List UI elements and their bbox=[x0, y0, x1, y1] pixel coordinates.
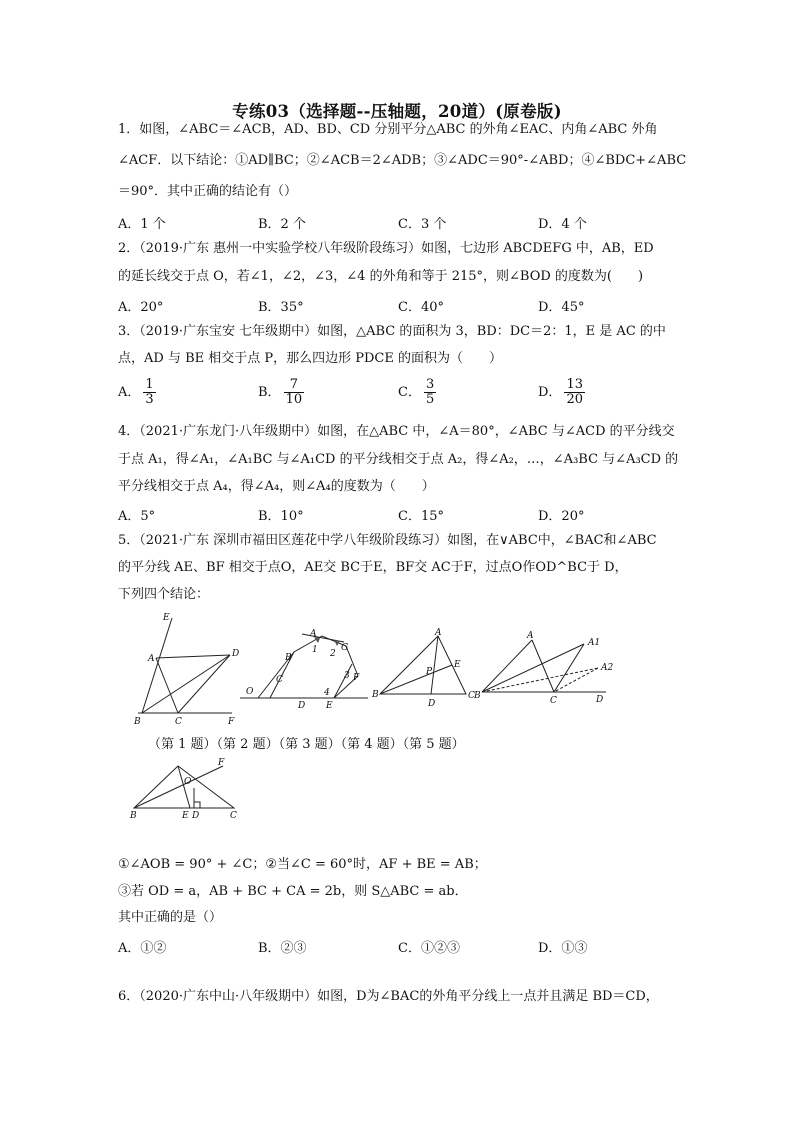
q5-line-3: 下列四个结论： bbox=[118, 587, 210, 602]
q5-line-1: 5．（2021·广东 深圳市福田区莲花中学八年级阶段练习）如图，在∨ABC中，∠BAC和∠ABC bbox=[118, 533, 657, 548]
q3-option-a-fraction bbox=[143, 378, 155, 407]
q1-options bbox=[118, 213, 678, 233]
fraction-denominator: 5 bbox=[425, 392, 435, 407]
fig3-label-p: P bbox=[426, 667, 433, 677]
q4-option-a: A．5° bbox=[118, 509, 156, 524]
q5-conclusion-3: 其中正确的是（） bbox=[118, 910, 223, 925]
fig1-label-d: D bbox=[232, 649, 240, 659]
q4-line-3: 平分线相交于点 A₄，得∠A₄，则∠A₄的度数为（ ） bbox=[118, 479, 435, 494]
fig5-label-b: B bbox=[130, 811, 137, 821]
q2-options bbox=[118, 296, 678, 316]
q1-option-d: D．4 个 bbox=[538, 217, 587, 232]
q1-option-c: C．3 个 bbox=[398, 217, 447, 232]
q1-option-a: A．1 个 bbox=[118, 217, 166, 232]
fraction-denominator: 3 bbox=[145, 392, 154, 407]
fig2-label-e: E bbox=[326, 701, 333, 711]
q2-line-2: 的延长线交于点 O，若∠1，∠2，∠3，∠4 的外角和等于 215°，则∠BOD 的度数为( ) bbox=[118, 269, 644, 284]
fig1-label-c: C bbox=[175, 717, 182, 727]
q4-option-b: B．10° bbox=[258, 509, 304, 524]
fraction-numerator: 1 bbox=[145, 377, 154, 392]
fig3-label-d: D bbox=[428, 699, 436, 709]
q3-line-2: 点，AD 与 BE 相交于点 P，那么四边形 PDCE 的面积为（ ） bbox=[118, 351, 503, 366]
q4-option-d: D．20° bbox=[538, 509, 585, 524]
fig4-label-a1: A1 bbox=[588, 638, 601, 648]
fig2-label-c: C bbox=[276, 675, 283, 685]
fraction-denominator: 10 bbox=[285, 392, 303, 407]
fig3-label-a: A bbox=[435, 628, 442, 638]
q5-conclusion-2: ③若 OD = a，AB + BC + CA = 2b，则 S△ABC = ab． bbox=[118, 884, 468, 899]
fig4-label-b: B bbox=[474, 691, 481, 701]
q5-option-d: D．①③ bbox=[538, 941, 588, 956]
q2-line-1: 2．（2019·广东 惠州一中实验学校八年级阶段练习）如图，七边形 ABCDEFG 中，AB，ED bbox=[118, 241, 654, 256]
q5-option-a: A．①② bbox=[118, 941, 167, 956]
q1-line-1: 1．如图，∠ABC＝∠ACB，AD、BD、CD 分别平分△ABC 的外角∠EAC、内角∠ABC 外角 bbox=[118, 122, 658, 137]
figure-5 bbox=[128, 758, 248, 824]
fig2-label-a: A bbox=[310, 629, 317, 639]
q1-line-2: ∠ACF．以下结论：①AD∥BC；②∠ACB＝2∠ADB；③∠ADC＝90°-∠ABD；④∠BDC+∠ABC bbox=[118, 153, 687, 168]
fig4-label-a2: A2 bbox=[601, 663, 614, 673]
q3-option-c-letter: C． bbox=[398, 385, 421, 400]
fig3-label-e: E bbox=[454, 660, 461, 670]
q3-option-c-fraction bbox=[424, 378, 436, 407]
q3-option-d-fraction bbox=[564, 378, 585, 407]
figure-2 bbox=[240, 628, 370, 710]
fig2-label-1: 1 bbox=[312, 645, 318, 655]
q3-option-d-letter: D． bbox=[538, 385, 562, 400]
fraction-denominator: 20 bbox=[566, 392, 583, 407]
fig2-label-4: 4 bbox=[324, 688, 330, 698]
fig1-label-f: F bbox=[228, 717, 235, 727]
q3-option-a bbox=[118, 378, 156, 407]
q5-line-2: 的平分线 AE、BF 相交于点O，AE交 BC于E，BF交 AC于F，过点O作OD^BC于 D， bbox=[118, 560, 628, 575]
fig2-label-f: F bbox=[353, 673, 360, 683]
q3-option-a-letter: A． bbox=[118, 385, 141, 400]
q3-option-b-letter: B． bbox=[258, 385, 281, 400]
q2-option-d: D．45° bbox=[538, 300, 585, 315]
q2-option-b: B．35° bbox=[258, 300, 304, 315]
fraction-numerator: 7 bbox=[284, 378, 305, 393]
q5-option-c: C．①②③ bbox=[398, 941, 460, 956]
fig4-label-a: A bbox=[527, 631, 534, 641]
fig4-label-c: C bbox=[550, 696, 557, 706]
q3-option-b bbox=[258, 378, 304, 407]
q1-option-b: B．2 个 bbox=[258, 217, 306, 232]
q3-options bbox=[118, 378, 678, 412]
fig2-label-o: O bbox=[246, 687, 254, 697]
fig1-label-b: B bbox=[134, 717, 141, 727]
figure-4 bbox=[474, 628, 614, 708]
fig5-label-o: O bbox=[184, 777, 192, 787]
figure-1 bbox=[130, 615, 240, 725]
q5-conclusion-1: ①∠AOB = 90° + ∠C；②当∠C = 60°时，AF + BE = AB； bbox=[118, 857, 487, 872]
q4-line-1: 4．（2021·广东龙门·八年级期中）如图，在△ABC 中，∠A＝80°，∠ABC 与∠ACD 的平分线交 bbox=[118, 424, 675, 439]
fig1-label-a: A bbox=[148, 654, 155, 664]
fig5-label-f: F bbox=[218, 758, 225, 768]
q5-options bbox=[118, 937, 678, 957]
fig2-label-g: G bbox=[341, 643, 349, 653]
fig2-label-2: 2 bbox=[330, 649, 336, 659]
fig2-label-d: D bbox=[298, 701, 306, 711]
fig1-label-e: E bbox=[163, 613, 170, 623]
fig2-label-3: 3 bbox=[344, 671, 350, 681]
q2-option-c: C．40° bbox=[398, 300, 444, 315]
fig2-label-b: B bbox=[285, 653, 292, 663]
q3-option-b-fraction bbox=[284, 378, 305, 407]
fig4-label-d: D bbox=[596, 695, 604, 705]
fig5-label-e: E bbox=[182, 811, 189, 821]
q3-line-1: 3．（2019·广东宝安 七年级期中）如图，△ABC 的面积为 3，BD：DC＝2：1，E 是 AC 的中 bbox=[118, 324, 666, 339]
fig5-label-c: C bbox=[230, 811, 237, 821]
q2-option-a: A．20° bbox=[118, 300, 164, 315]
figure-captions: （第 1 题）（第 2 题）（第 3 题）（第 4 题）（第 5 题） bbox=[148, 737, 465, 752]
fraction-numerator: 13 bbox=[566, 377, 583, 392]
fig3-label-b: B bbox=[372, 690, 379, 700]
q3-option-c bbox=[398, 378, 436, 407]
fig5-label-d: D bbox=[192, 811, 200, 821]
q5-option-b: B．②③ bbox=[258, 941, 307, 956]
q4-option-c: C．15° bbox=[398, 509, 444, 524]
q4-line-2: 于点 A₁，得∠A₁，∠A₁BC 与∠A₁CD 的平分线相交于点 A₂，得∠A₂，…，∠A₃BC 与∠A₃CD 的 bbox=[118, 452, 679, 467]
q6-line-1: 6．（2020·广东中山·八年级期中）如图，D为∠BAC的外角平分线上一点并且满足 BD＝CD， bbox=[118, 989, 659, 1004]
q3-option-d bbox=[538, 378, 585, 407]
q4-options bbox=[118, 505, 678, 525]
q1-line-3: ＝90°．其中正确的结论有（） bbox=[118, 184, 298, 199]
page-title: 专练03（选择题--压轴题，20道）(原卷版) bbox=[232, 102, 562, 121]
fraction-numerator: 3 bbox=[425, 377, 435, 392]
fig3-label-c: C bbox=[468, 691, 475, 701]
figure-3 bbox=[372, 630, 476, 710]
